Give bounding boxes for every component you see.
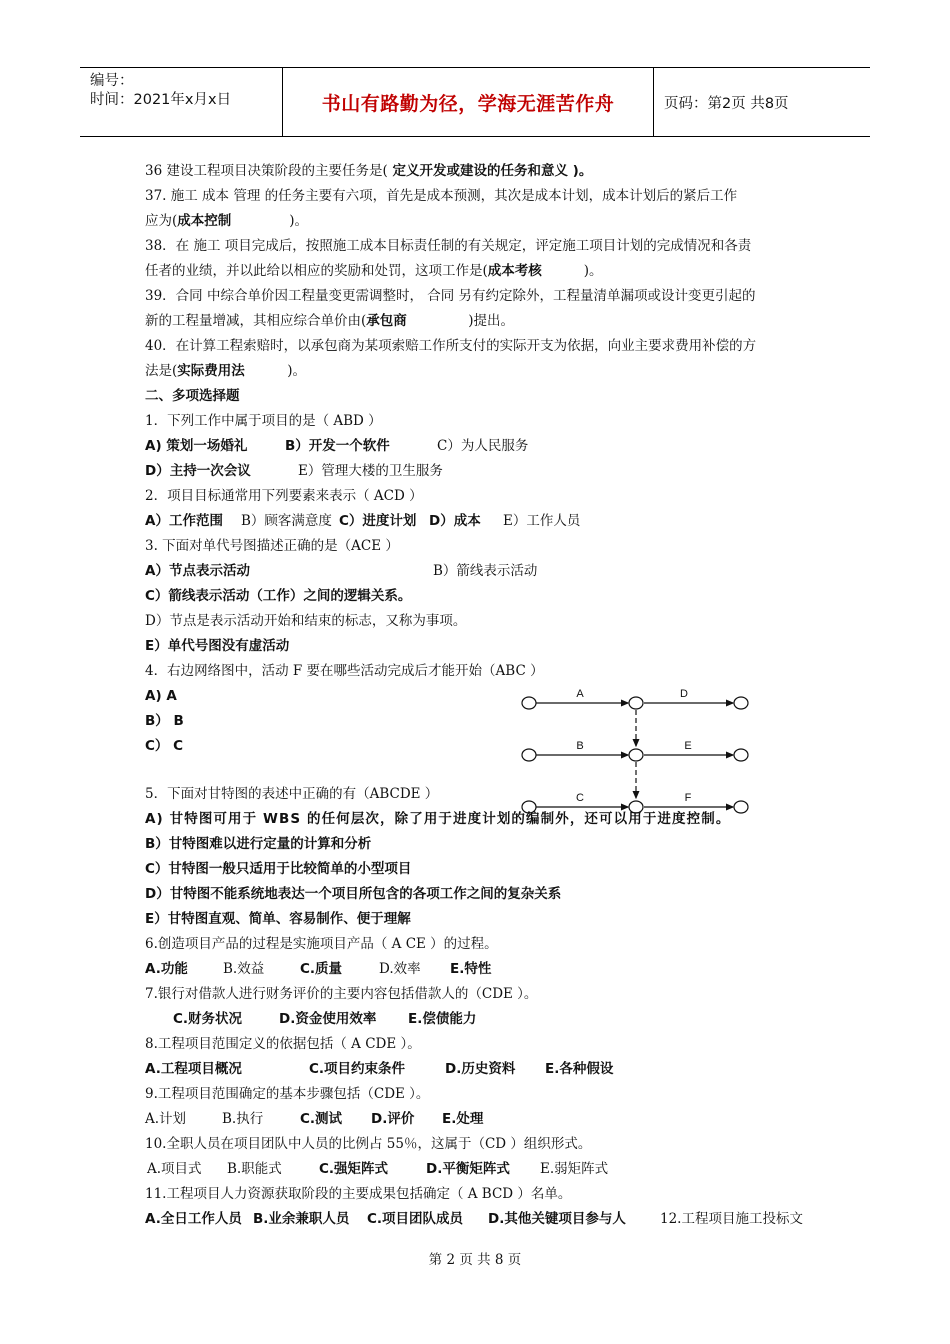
mc1-option-c: C）为人民服务 [437, 438, 529, 454]
question-39-line1: 39．合同 中综合单价因工程量变更需调整时， 合同 另有约定除外，工程量清单漏项或设计变更引起的 [145, 288, 756, 304]
mc6-option-e: E.特性 [450, 961, 492, 977]
network-label-f: F [684, 792, 692, 804]
network-node [629, 749, 643, 761]
mc11-option-d: D.其他关键项目参与人 [488, 1211, 626, 1227]
mc11-option-a: A.全日工作人员 [145, 1211, 242, 1227]
mc7-option-d: D.资金使用效率 [279, 1011, 377, 1027]
mc10-option-c: C.强矩阵式 [319, 1161, 389, 1177]
mc9-option-c: C.测试 [300, 1111, 343, 1127]
header-motto: 书山有路勤为径，学海无涯苦作舟 [283, 68, 654, 136]
network-label-c: C [576, 792, 584, 804]
mc2-option-a: A）工作范围 [145, 513, 223, 529]
mc7-option-c: C.财务状况 [173, 1011, 243, 1027]
mc4-stem: 4．右边网络图中，活动 F 要在哪些活动完成后才能开始（ABC ） [145, 663, 544, 679]
mc11-stem: 11.工程项目人力资源获取阶段的主要成果包括确定（ A BCD ）名单。 [145, 1186, 572, 1202]
network-diagram [516, 684, 752, 824]
mc1-options-row1 [145, 436, 528, 456]
mc8-stem: 8.工程项目范围定义的依据包括（ A CDE ）。 [145, 1036, 421, 1052]
mc3-options-row1 [145, 561, 537, 581]
answer-40: 实际费用法 [177, 363, 245, 379]
network-node [522, 697, 536, 709]
mc10-options [147, 1159, 608, 1179]
mc6-option-a: A.功能 [145, 961, 188, 977]
mc3-option-a: A）节点表示活动 [145, 563, 250, 579]
mc9-stem: 9.工程项目范围确定的基本步骤包括（CDE ）。 [145, 1086, 430, 1102]
section-title-multiple-choice: 二、多项选择题 [145, 388, 240, 404]
mc1-option-a: A) 策划一场婚礼 [145, 438, 248, 454]
mc2-stem: 2．项目目标通常用下列要素来表示（ ACD ） [145, 488, 423, 504]
mc11-options [145, 1209, 803, 1229]
question-39-line2: 新的工程量增减，其相应综合单价由(承包商 )提出。 [145, 313, 515, 329]
mc10-option-b: B.职能式 [227, 1161, 282, 1177]
mc9-option-a: A.计划 [145, 1111, 187, 1127]
mc4-option-b: B） B [145, 713, 184, 729]
mc7-option-e: E.偿债能力 [408, 1011, 477, 1027]
mc10-option-a: A.项目式 [147, 1161, 202, 1177]
mc8-option-c: C.项目约束条件 [309, 1061, 406, 1077]
mc1-stem: 1．下列工作中属于项目的是（ ABD ） [145, 413, 382, 429]
answer-36: 定义开发或建设的任务和意义 [387, 163, 568, 179]
mc7-options [173, 1009, 476, 1029]
mc3-option-e: E）单代号图没有虚活动 [145, 638, 290, 654]
mc3-option-d: D）节点是表示活动开始和结束的标志，又称为事项。 [145, 613, 467, 629]
mc3-stem: 3. 下面对单代号图描述正确的是（ACE ） [145, 538, 399, 554]
question-40-line2: 法是(实际费用法 )。 [145, 363, 307, 379]
mc8-option-e: E.各种假设 [545, 1061, 614, 1077]
question-37-line2: 应为(成本控制 )。 [145, 213, 309, 229]
mc6-option-c: C.质量 [300, 961, 343, 977]
mc4-option-a: A) A [145, 688, 177, 704]
page-footer: 第 2 页 共 8 页 [428, 1252, 522, 1268]
answer-39: 承包商 [366, 313, 407, 329]
mc2-options [145, 511, 580, 531]
mc6-option-d: D.效率 [379, 961, 421, 977]
header-time-label: 时间：2021年x月x日 [90, 92, 232, 108]
mc2-option-c: C）进度计划 [339, 513, 417, 529]
mc8-option-d: D.历史资料 [445, 1061, 516, 1077]
mc2-option-e: E）工作人员 [503, 513, 581, 529]
mc6-option-b: B.效益 [223, 961, 265, 977]
mc1-option-d: D）主持一次会议 [145, 463, 251, 479]
mc1-option-e: E）管理大楼的卫生服务 [298, 463, 443, 479]
question-36: 36 建设工程项目决策阶段的主要任务是( 定义开发或建设的任务和意义 )。 [145, 163, 593, 179]
mc10-option-e: E.弱矩阵式 [540, 1161, 609, 1177]
page-header [80, 67, 870, 137]
question-40-line1: 40．在计算工程索赔时，以承包商为某项索赔工作所支付的实际开支为依据，向业主要求费用补偿的方 [145, 338, 757, 354]
mc12-stem-start: 12.工程项目施工投标文 [660, 1211, 803, 1227]
mc2-option-b: B）顾客满意度 [241, 513, 332, 529]
mc5-option-e: E）甘特图直观、简单、容易制作、便于理解 [145, 911, 411, 927]
mc8-option-a: A.工程项目概况 [145, 1061, 242, 1077]
network-label-b: B [576, 740, 584, 752]
header-left-cell [80, 68, 283, 136]
question-38-line2: 任者的业绩，并以此给以相应的奖励和处罚，这项工作是(成本考核 )。 [145, 263, 603, 279]
mc9-option-b: B.执行 [222, 1111, 264, 1127]
mc11-option-c: C.项目团队成员 [367, 1211, 464, 1227]
mc1-option-b: B）开发一个软件 [285, 438, 390, 454]
network-node [522, 749, 536, 761]
network-label-e: E [684, 740, 692, 752]
question-37-line1: 37. 施工 成本 管理 的任务主要有六项，首先是成本预测，其次是成本计划，成本计划后的紧后工作 [145, 188, 738, 204]
mc2-option-d: D）成本 [429, 513, 481, 529]
answer-38: 成本考核 [487, 263, 542, 279]
mc1-options-row2 [145, 461, 443, 481]
mc9-option-e: E.处理 [442, 1111, 484, 1127]
mc5-option-b: B）甘特图难以进行定量的计算和分析 [145, 836, 372, 852]
network-node [629, 697, 643, 709]
network-label-a: A [576, 688, 584, 700]
header-number-label: 编号： [90, 73, 134, 89]
network-label-d: D [680, 688, 688, 700]
mc5-stem: 5．下面对甘特图的表述中正确的有（ABCDE ） [145, 786, 439, 802]
mc10-stem: 10.全职人员在项目团队中人员的比例占 55％，这属于（CD ）组织形式。 [145, 1136, 592, 1152]
mc9-options [145, 1109, 483, 1129]
mc6-options [145, 959, 491, 979]
mc6-stem: 6.创造项目产品的过程是实施项目产品（ A CE ）的过程。 [145, 936, 498, 952]
mc5-option-a: A) 甘特图可用于 WBS 的任何层次，除了用于进度计划的编制外，还可以用于进度控制。 [145, 811, 731, 827]
mc3-option-b: B）箭线表示活动 [433, 563, 538, 579]
header-page-label: 页码：第2页 共8页 [664, 95, 789, 112]
question-38-line1: 38．在 施工 项目完成后，按照施工成本目标责任制的有关规定，评定施工项目计划的完成情况和各责 [145, 238, 752, 254]
network-node [734, 697, 748, 709]
mc5-option-d: D）甘特图不能系统地表达一个项目所包含的各项工作之间的复杂关系 [145, 886, 562, 902]
mc9-option-d: D.评价 [371, 1111, 415, 1127]
answer-37: 成本控制 [177, 213, 232, 229]
mc8-options [145, 1059, 613, 1079]
mc5-option-c: C）甘特图一般只适用于比较简单的小型项目 [145, 861, 412, 877]
mc3-option-c: C）箭线表示活动（工作）之间的逻辑关系。 [145, 588, 412, 604]
mc7-stem: 7.银行对借款人进行财务评价的主要内容包括借款人的（CDE ）。 [145, 986, 538, 1002]
network-node [734, 749, 748, 761]
mc11-option-b: B.业余兼职人员 [253, 1211, 350, 1227]
mc10-option-d: D.平衡矩阵式 [426, 1161, 510, 1177]
mc4-option-c: C） C [145, 738, 184, 754]
network-node [734, 801, 748, 813]
